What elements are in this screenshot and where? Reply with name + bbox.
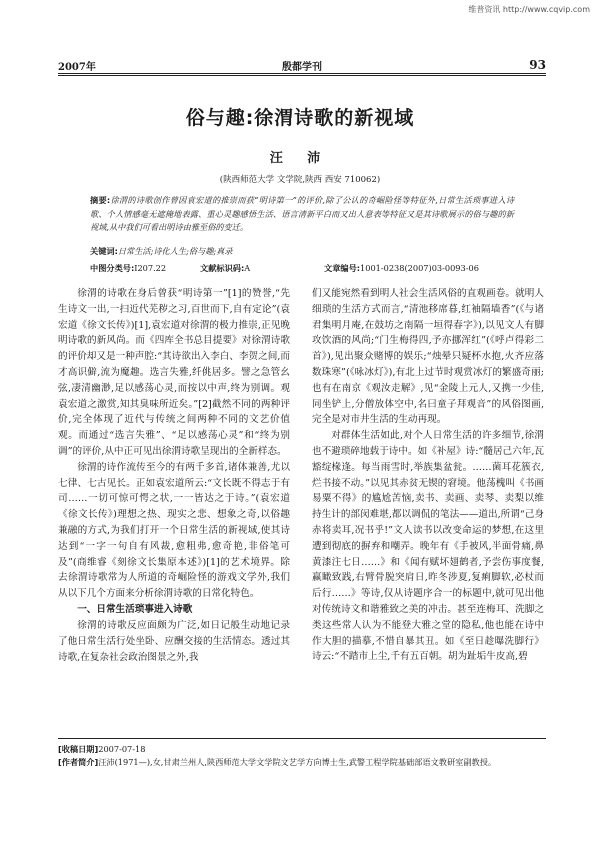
footnote-rule: [58, 738, 546, 739]
article-title: 俗与趣:徐渭诗歌的新视域: [185, 107, 415, 129]
header-rule-thin: [58, 75, 546, 76]
page-number: 93: [529, 58, 546, 72]
received-date: [收稿日期]2007-07-18: [58, 744, 146, 754]
clc-number: 中图分类号:I207.22: [90, 263, 167, 273]
abstract: [90, 194, 514, 235]
article-number: 文章编号:1001-0238(2007)03-0093-06: [324, 263, 479, 273]
header-rule: [58, 73, 546, 74]
watermark: 维普资讯 http://www.cqvip.com: [468, 5, 590, 14]
body-column-right: [312, 286, 544, 665]
paragraph: 对群体生活如此,对个人日常生活的许多细节,徐渭也不避琐碎地载于诗中。如《补屋》诗:“髓居己六年,瓦豁绽椽逢。每当雨雪时,举族集盆瓮。……菌耳花簇衣,烂书接不动。”以见其赤贫无锲的窘境。他荡槐叫《书画易粟不得》的尴尬苦恼,卖书、卖画、卖琴、卖梨以维持生计的部闵难堪,都以调侃的笔法——道出,所谓“己身赤将卖耳,况书乎!”文人读书以改变命运的梦想,在这里遭到彻底的摒弃和嘲弄。晚年有《手被风,半面骨痛,鼻黄漆注七日……》和《闻有赋坏翅鹤者,予尝伤事度餐,赢瞰致践,右臂骨脱突肩日,昨冬涉夏,复痢脚软,必杖而后行……》等诗,仅从诗题序合一的标题中,就可见出他对传统诗文和谐雅致之美的冲击。甚至连梅耳、洗脚之类这些常人认为不能登大雅之堂的隐私,他也能在诗中作大胆的描摹,不惜自暴其丑。如《至日趁曝洗脚行》诗云:“不踏市上尘,千有五百朝。胡为趾垢牛皮高,碧: [312, 430, 544, 663]
body-column-left: [58, 286, 290, 665]
paragraph: 徐渭的诗歌反应面颇为广泛,如日记般生动地记录了他日常生活行处坐卧、应酬交接的生活情态。透过其诗歌,在复杂社会政治图景之外,我: [58, 619, 290, 663]
running-head-year: 2007年: [58, 62, 96, 73]
section-heading: 一、日常生活琐事进入诗歌: [77, 603, 193, 615]
keywords-label: 关键词:: [90, 246, 118, 256]
author-bio: [作者简介]汪沛(1971—),女,甘肃兰州人,陕西师范大学文学院文艺学方向博士生,武警工程学院基础部语文教研室副教授。: [58, 757, 497, 767]
author-affiliation: (陕西师范大学 文学院,陕西 西安 710062): [219, 175, 381, 185]
paragraph: 徐渭的诗作流传至今的有两千多首,诸体兼善,尤以七律、七古见长。正如袁宏道所云:“文长既不得志于有司……一切可惊可愕之状,一一皆达之于诗。”(袁宏道《徐文长传》)理想之热、现实之悲、想象之奇,以俗趣兼融的方式,为我们打开一个日常生活的新视域,使其诗达到“一字一句自有风裁,愈粗弗,愈奇艳,非俗笔可及”(商维睿《刻徐文长集原本述》)[1]的艺术境界。除去徐渭诗歌常为人所道的奇崛险怪的游戏文学外,我们从以下几个方面来分析徐渭诗歌的日常化特色。: [58, 461, 290, 600]
document-code: 文献标识码:A: [200, 263, 251, 273]
keywords: [90, 246, 514, 257]
keywords-text: 日常生活;诗化人生;俗与趣;真录: [117, 246, 233, 256]
paragraph: 们又能宛然看到明人社会生活风俗的直观画卷。就明人细琐的生活方式而言,“清池移席暮,红袖隔墙香”(《与诸君集明月庵,在鼓坊之南隔一垣得春字》),以见文人有脚攻饮酒的风尚;“门生梅得四,予亦挪浑红”(《呼卢得彩二首》),见出聚众赌博的娱乐;“烛晕只疑杯水抱,火齐应落数珠寒”(《咏冰灯》),有北上过节时观赏冰灯的繁盛奇丽;也有在南京《观汝走解》,见“金陵上元人,又携一少佳,同坐铲上,分僧放体空中,名曰童子拜观音”的风俗图画,完全是对市井生活的生动再现。: [312, 288, 544, 426]
running-head-journal: 殷都学刊: [282, 62, 322, 73]
footnotes: [58, 743, 546, 769]
abstract-label: 摘要:: [90, 195, 111, 205]
paragraph: 徐渭的诗歌在身后曾获“明诗第一”[1]的赞誉,“先生诗文一出,一扫近代芜秽之习,百世而下,自有定论”(袁宏道《徐文长传》)[1],袁宏道对徐渭的极力推崇,正见晚明诗歌的新风尚。而《四库全书总目提要》对徐渭诗歌的评价却又是一种声腔:“其诗欲出入李白、李贺之间,而才高识僻,流为魔趣。选言失雅,纤佻居多。譬之急管幺弦,凄清幽渺,足以感荡心灵,而按以中声,终为别调。观袁宏道之激赏,知其臭味所近矣。”[2]截然不同的两种评价,完全体现了近代与传统之间两种不同的文艺价值观。而通过“选言失雅”、“足以感荡心灵”和“终为别调”的评价,从中正可见出徐渭诗歌呈现出的全新样态。: [58, 288, 290, 457]
article-author: 汪 沛: [269, 151, 331, 166]
abstract-text: 徐渭的诗歌创作曾因袁宏道的推崇而获“明诗第一”的评价,除了公认的奇崛险怪等特征外,日常生活琐事进入诗歌、个人情感毫无遮掩地表露、重心灵趣感悟生活、语言清新平白而又出人意表等特征又是其诗歌展示的俗与趣的新视域,从中我们可看出明诗由雅至俗的变迁。: [90, 195, 515, 232]
